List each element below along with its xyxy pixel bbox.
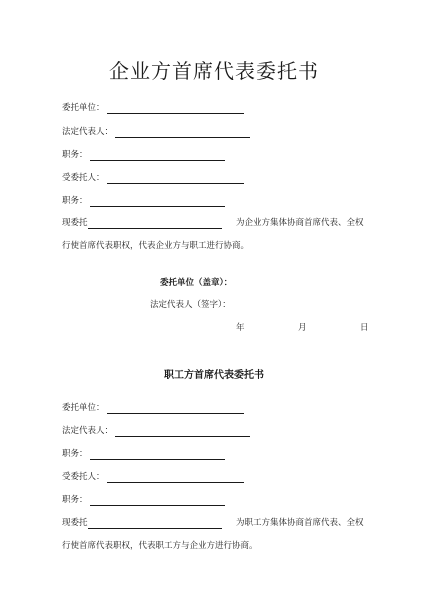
employee-title: 职工方首席代表委托书	[164, 370, 264, 381]
field-label: 受委托人：	[62, 173, 105, 183]
employee-position-field	[62, 448, 225, 460]
field-label: 职务：	[62, 196, 88, 206]
sign-rep-label: 法定代表人（签字）：	[150, 300, 231, 310]
enterprise-position-field	[62, 149, 225, 161]
field-label: 职务：	[62, 449, 88, 459]
employee-entrust-line2: 行使首席代表职权，代表职工方与企业方进行协商。	[62, 541, 258, 551]
date-day: 日	[360, 323, 369, 333]
field-label: 法定代表人：	[62, 426, 114, 436]
enterprise-entrust-line	[62, 217, 222, 229]
sign-unit-label: 委托单位（盖章）：	[160, 278, 233, 288]
enterprise-legal-rep-field	[62, 126, 250, 138]
enterprise-unit-field	[62, 102, 244, 114]
fill-line	[115, 128, 250, 138]
enterprise-trustee-field	[62, 172, 244, 184]
field-label: 法定代表人：	[62, 127, 114, 137]
fill-line	[107, 174, 244, 184]
enterprise-entrust-line2: 行使首席代表职权，代表企业方与职工进行协商。	[62, 241, 250, 251]
enterprise-trustee-position-field	[62, 195, 225, 207]
field-label: 受委托人：	[62, 472, 105, 482]
fill-line	[90, 450, 225, 460]
field-label: 职务：	[62, 150, 88, 160]
entrust-prefix: 现委托	[62, 518, 88, 528]
field-label: 委托单位：	[62, 103, 105, 113]
fill-line	[107, 473, 244, 483]
fill-line	[88, 519, 222, 529]
entrust-prefix: 现委托	[62, 218, 88, 228]
fill-line	[90, 197, 225, 207]
employee-entrust-suffix: 为职工方集体协商首席代表、全权	[236, 518, 364, 528]
fill-line	[88, 219, 222, 229]
fill-line	[90, 496, 225, 506]
date-month: 月	[298, 323, 307, 333]
fill-line	[107, 104, 244, 114]
employee-legal-rep-field	[62, 425, 250, 437]
employee-trustee-field	[62, 471, 244, 483]
field-label: 委托单位：	[62, 403, 105, 413]
field-label: 职务：	[62, 495, 88, 505]
fill-line	[107, 404, 244, 414]
fill-line	[90, 151, 225, 161]
enterprise-title: 企业方首席代表委托书	[109, 59, 319, 83]
employee-trustee-position-field	[62, 494, 225, 506]
employee-unit-field	[62, 402, 244, 414]
date-year: 年	[236, 323, 245, 333]
enterprise-entrust-suffix: 为企业方集体协商首席代表、全权	[236, 218, 364, 228]
fill-line	[115, 427, 250, 437]
employee-entrust-line	[62, 517, 222, 529]
